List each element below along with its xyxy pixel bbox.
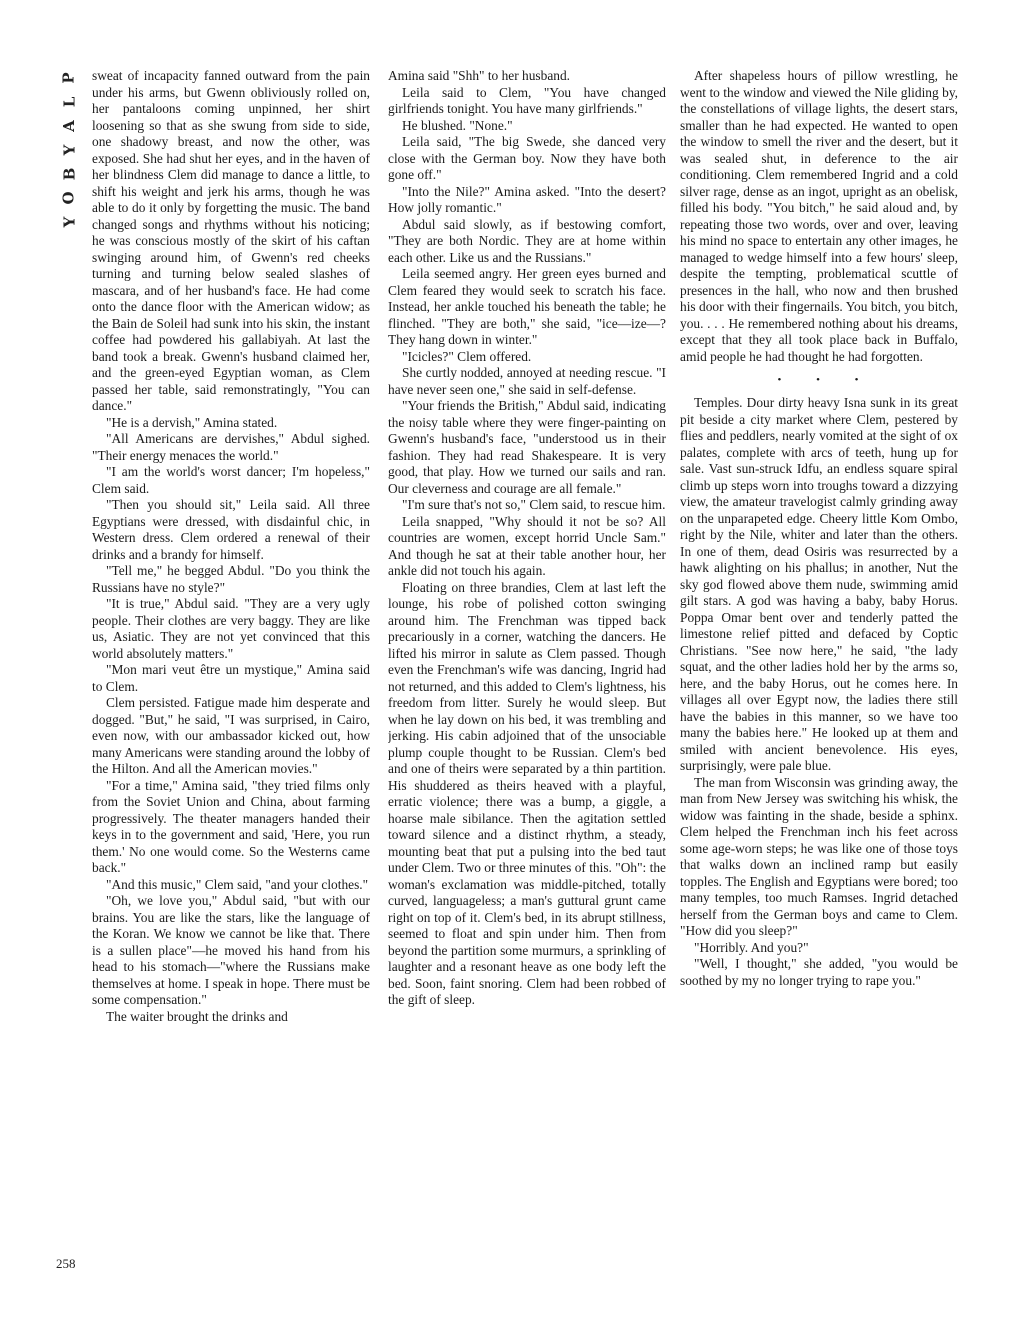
page-number: 258 [56,1256,76,1271]
paragraph: Clem persisted. Fatigue made him desperate and dogged. "But," he said, "I was surprised, in Cairo, even now, with our ambassador kicked out, how many Americans were standing around the lobby of the Hilton. And all the American movies." [92,695,370,776]
paragraph: She curtly nodded, annoyed at needing rescue. "I have never seen one," she said in self-defense. [388,365,666,397]
masthead-letter: Y [60,216,78,228]
paragraph: sweat of incapacity fanned outward from the pain under his arms, but Gwenn obliviously rolled on, her pantaloons coming unpinned, her shirt loosening so that as she swung from side to side, one shadowy breast, and now the other, was exposed. She had shut her eyes, and in the haven of her blindness Clem did manage to dance a little, to shift his weight and jerk his arms, though he was able to do it only by forgetting the music. The band changed songs and rhythms without his noticing; he was conscious mostly of the skirt of his caftan swinging around him, of Gwenn's red cheeks turning and turning below sealed slashes of mascara, and of her husband's face. He had come onto the dance floor with the American widow; as the Bain de Soleil had sunk into his skin, the instant coffee had powdered his gallabiyah. At last the band took a break. Gwenn's husband claimed her, and the green-eyed Egyptian woman, as Clem passed her table, said remonstratingly, "You can dance." [92,68,370,413]
paragraph: "Horribly. And you?" [694,939,809,955]
paragraph: He blushed. "None." [402,117,513,133]
paragraph: Leila seemed angry. Her green eyes burned and Clem feared they would seek to scratch his face. Instead, her ankle touched his beneath the table; he flinched. "They are both," she said, "ice—ize—? They hang down in winter." [388,266,666,347]
text-column-3 [680,68,958,1274]
masthead-letter: P [60,72,78,84]
masthead-letter: A [59,120,78,132]
paragraph: The man from Wisconsin was grinding away, the man from New Jersey was switching his whisk, the widow was fainting in the shade, beside a sphinx. Clem helped the Frenchman inch his feet across some age-worn steps; he was like one of those toys that walks down an inclined ramp but easily topples. The English and Egyptians were bored; too many temples, too much Ramses. Ingrid detached herself from the German boys and came to Clem. "How did you sleep?" [680,774,958,938]
paragraph: "For a time," Amina said, "they tried films only from the Soviet Union and China, about farming progressively. The theater managers handed their keys in to the government and said, 'Here, you run them.' No one would come. So the Westerns came back." [92,777,370,875]
paragraph: Temples. Dour dirty heavy Isna sunk in its great pit beside a city market where Clem, pestered by flies and peddlers, nearly vomited at the sight of ox palates, complete with arcs of teeth, hung up for sale. Vast sun-struck Idfu, an endless square spiral climb up steps worn into troughs toward a dizzying view, the amateur travelogist calmly grinding away on the unparapeted edge. Cheery little Kom Ombo, right by the Nile, whiter and later than the others. In one of them, dead Osiris was resurrected by a hawk alighting on his phallus; in another, Nut the sky god flowed above them nude, swimming amid gilt stars. A god was having a baby, baby Horus. Poppa Omar bent over and tenderly patted the limestone relief pitted and defaced by Coptic Christians. "See now here," he said, "the lady squat, and the other ladies hold her by the arms so, here, and the baby Horus, out he comes here. In villages all over Egypt now, the ladies there still have the babies in this manner, so we have too many the babies here." He looked up at them and smiled with ancient benevolence. His eyes, surprisingly, were pale blue. [680,395,958,773]
paragraph: "And this music," Clem said, "and your clothes." [106,876,369,892]
paragraph: "Mon mari veut être un mystique," Amina said to Clem. [92,662,370,694]
paragraph: "It is true," Abdul said. "They are a very ugly people. Their clothes are very baggy. They are like us, Asiatic. They are not yet convinced that this world absolutely matters." [92,596,370,661]
paragraph: Leila said to Clem, "You have changed girlfriends tonight. You have many girlfriends." [388,84,666,116]
masthead-letter: B [60,167,78,181]
paragraph: "I'm sure that's not so," Clem said, to rescue him. [402,497,666,512]
paragraph: Abdul said slowly, as if bestowing comfort, "They are both Nordic. They are at home within each other. Like us and the Russians." [388,216,666,265]
paragraph: "Oh, we love you," Abdul said, "but with our brains. You are like the stars, like the language of the Koran. We know we cannot be like that. There is a sullen place"—he moved his hand from his head to his stomach—"where the Russians make themselves at home. I speak in hope. There must be some compensation." [92,893,370,1007]
paragraph: Leila snapped, "Why should it not be so? All countries are women, except horrid Uncle Sam." And though he sat at their table another hour, her ankle did not touch his again. [388,513,666,578]
paragraph: After shapeless hours of pillow wrestling, he went to the window and viewed the Nile gliding by, the constellations of village lights, the desert stars, smaller than he had expected. He wanted to open the window to smell the river and the desert, but it was sealed shut, in deference to the air conditioning. Clem remembered Ingrid and a cold silver rage, dense as an ingot, upright as an obelisk, filled his body. "You bitch," he said aloud and, by repeating those two words, over and over, leaving his mind no space to entertain any other images, he managed to wedge himself into a few hours' sleep, despite the tempting, problematical scuttle of presences in the hall, who now and then brushed his door with their fingernails. You bitch, you bitch, you. . . . He remembered nothing about his dreams, except that they all took place back in Buffalo, amid people he had thought he had forgotten. [680,68,958,364]
paragraph: "Well, I thought," she added, "you would be soothed by my no longer trying to rape you." [680,956,958,988]
paragraph: "Tell me," he begged Abdul. "Do you think the Russians have no style?" [92,563,370,595]
masthead-letter: L [59,96,78,108]
paragraph: "All Americans are dervishes," Abdul sighed. "Their energy menaces the world." [92,431,370,463]
masthead-vertical [58,66,80,234]
paragraph: The waiter brought the drinks and [106,1008,288,1024]
paragraph: "Into the Nile?" Amina asked. "Into the desert? How jolly romantic." [388,183,666,215]
paragraph: "He is a dervish," Amina stated. [106,414,278,430]
text-column-1 [92,68,370,1274]
paragraph: "Your friends the British," Abdul said, indicating the noisy table where they were finger-painting on Gwenn's husband's face, "understood us in their fashion. They had read Shakespeare. It is very good, that play. How we turned our sails and ran. Our cleverness and courage are all female." [388,398,666,496]
text-column-2 [388,68,666,1274]
paragraph: "Then you should sit," Leila said. All three Egyptians were dressed, with disdainful chic, in Western dress. Clem ordered a renewal of their drinks and a brandy for himself. [92,497,370,562]
section-separator: • • • [777,374,875,386]
paragraph: Amina said "Shh" to her husband. [388,68,571,83]
masthead-letter: O [59,191,78,205]
paragraph: "I am the world's worst dancer; I'm hopeless," Clem said. [92,464,370,496]
paragraph: Leila said, "The big Swede, she danced very close with the German boy. Now they have both gone off." [388,134,666,182]
masthead-letter: Y [60,144,78,156]
paragraph: "Icicles?" Clem offered. [402,348,532,364]
paragraph: Floating on three brandies, Clem at last left the lounge, his robe of polished cotton swinging around him. The Frenchman was tipped back precariously in a corner, watching the dancers. He lifted his mirror in salute as Clem passed. Though even the Frenchman's wife was dancing, Ingrid had not returned, and this added to Clem's lightness, his freedom from litter. Surely he would sleep. But when he lay down on his bed, it was trembling and jerking. His cabin adjoined that of the unsociable plump couple thought to be Russian. Clem's bed and one of theirs were separated by a thin partition. His shuddered as theirs heaved with a playful, erratic violence; there was a bump, a giggle, a hoarse male sibilance. Then the agitation settled toward silence and a distinct rhythm, a steady, mounting beat that put a pulsing into the bed taut under Clem. Two or three minutes of this. "Oh": the woman's exclamation was middle-pitched, totally curved, languageless; a man's guttural grunt came right on top of it. Clem's bed, in its abrupt stillness, seemed to float and spin under him. Then from beyond the partition some murmurs, a sprinkling of laughter and a resonant heave as one body left the bed. Soon, faint snoring. Clem had been robbed of the gift of sleep. [388,579,666,1007]
